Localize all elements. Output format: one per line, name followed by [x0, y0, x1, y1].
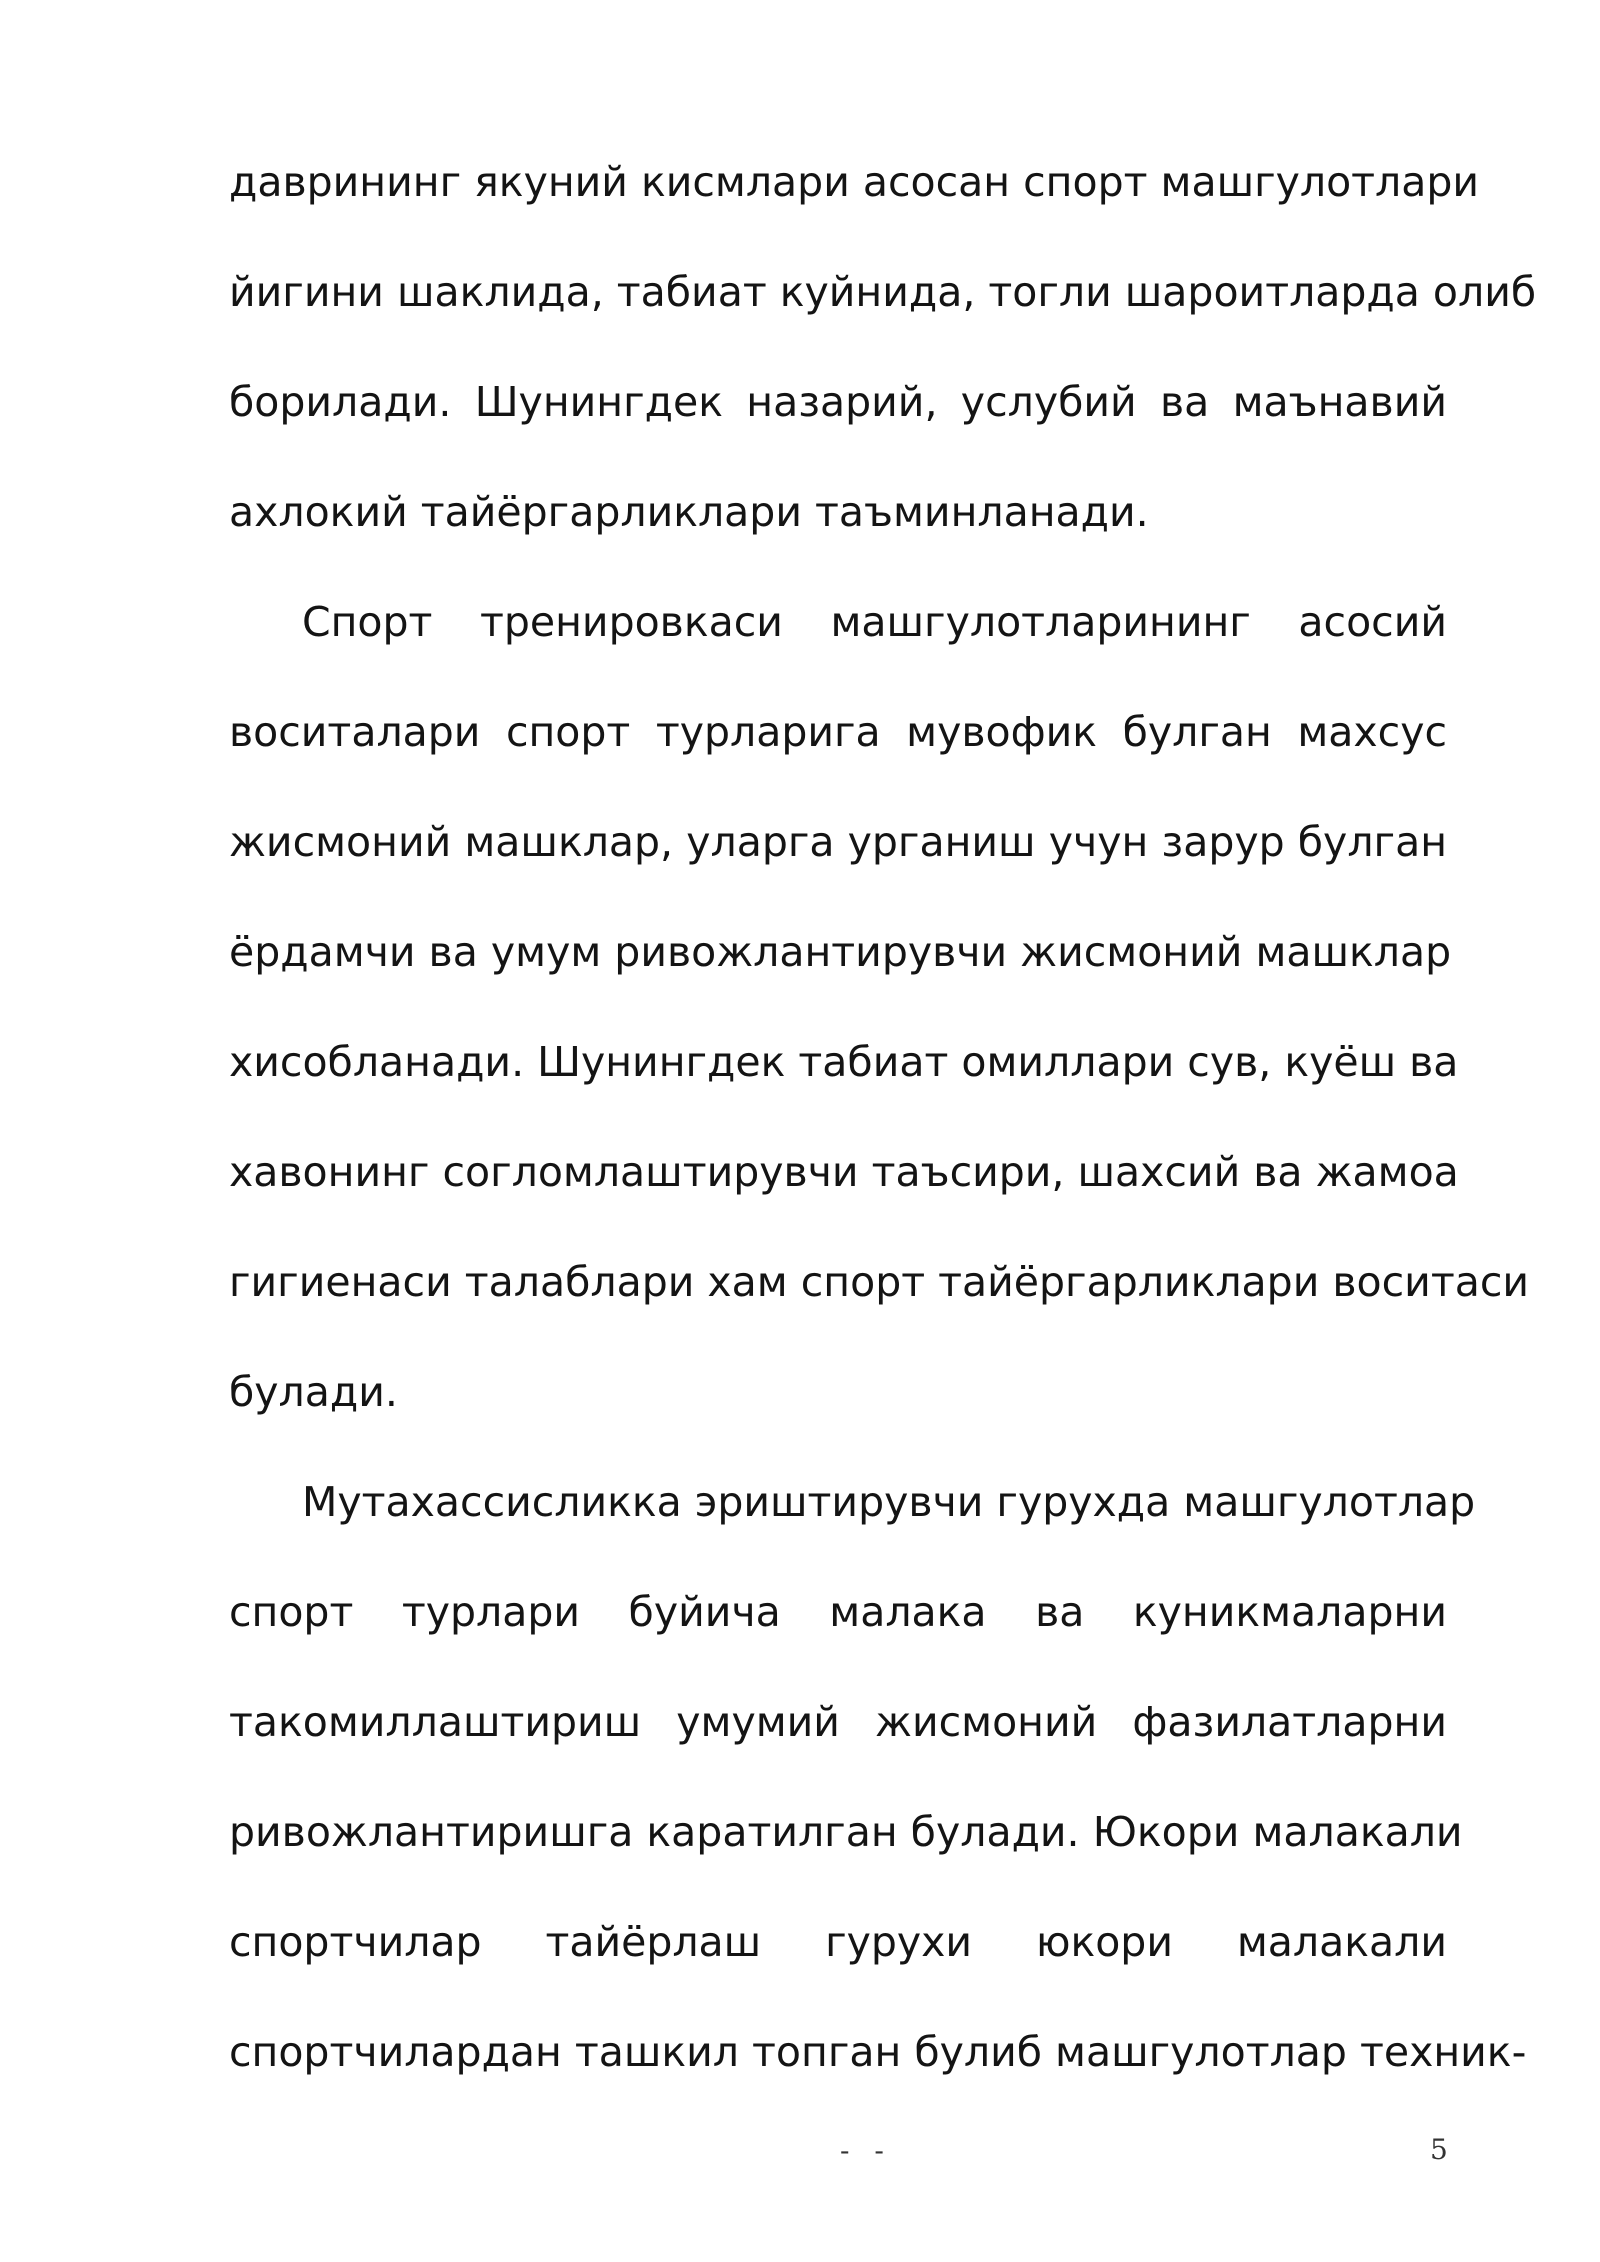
page-number: 5 — [1430, 2133, 1448, 2166]
text-line: ёрдамчи ва умум ривожлантирувчи жисмоний машклар — [229, 928, 1452, 976]
text-line: такомиллаштириш умумий жисмоний фазилатларни — [229, 1698, 1447, 1746]
text-line: гигиенаси талаблари хам спорт тайёргарликлари воситаси — [229, 1258, 1530, 1306]
text-line: булади. — [229, 1368, 398, 1416]
text-line: ривожлантиришга каратилган булади. Юкори малакали — [229, 1808, 1463, 1856]
text-line: воситалари спорт турларига мувофик булган махсус — [229, 708, 1447, 756]
text-line: борилади. Шунингдек назарий, услубий ва маънавий — [229, 378, 1447, 426]
text-line: хисобланади. Шунингдек табиат омиллари сув, куёш ва — [229, 1038, 1459, 1086]
paragraph-first-line: Спорт тренировкаси машгулотларининг асосий — [302, 598, 1447, 646]
text-line: йигини шаклида, табиат куйнида, тогли шароитларда олиб — [229, 268, 1537, 316]
text-line: спорт турлари буйича малака ва куникмаларни — [229, 1588, 1447, 1636]
footer-dashes: - - — [840, 2134, 892, 2167]
text-line: ахлокий тайёргарликлари таъминланади. — [229, 488, 1149, 536]
body-text — [229, 138, 1537, 2118]
paragraph-first-line: Мутахассисликка эриштирувчи гурухда машгулотлар — [302, 1478, 1476, 1526]
text-line: жисмоний машклар, уларга урганиш учун зарур булган — [229, 818, 1447, 866]
text-line: даврининг якуний кисмлари асосан спорт машгулотлари — [229, 158, 1480, 206]
text-line: спортчилардан ташкил топган булиб машгулотлар техник- — [229, 2028, 1527, 2076]
text-line: спортчилар тайёрлаш гурухи юкори малакали — [229, 1918, 1447, 1966]
text-line: хавонинг согломлаштирувчи таъсири, шахсий ва жамоа — [229, 1148, 1459, 1196]
